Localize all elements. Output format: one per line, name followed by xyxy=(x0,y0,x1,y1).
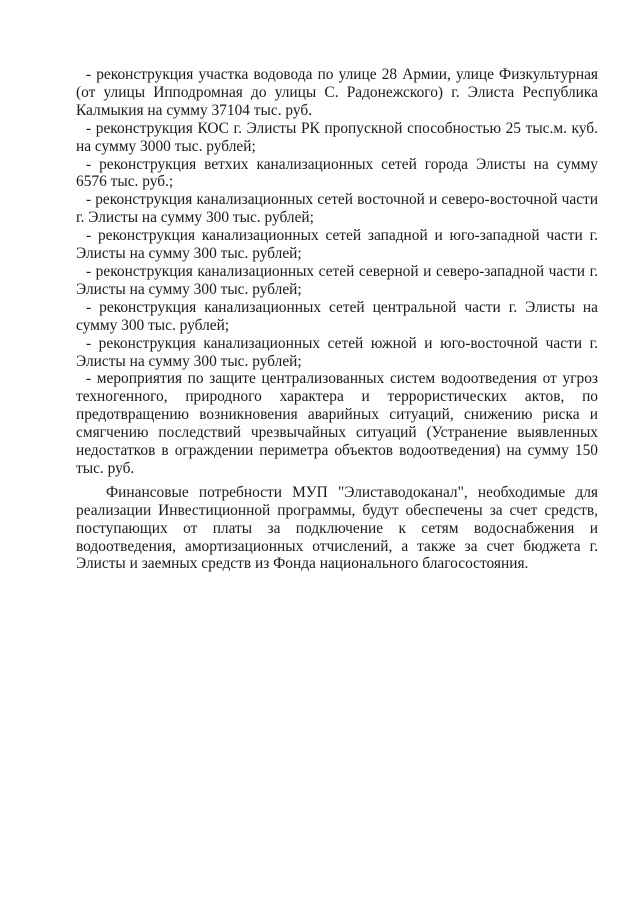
document-page xyxy=(76,66,598,573)
list-item: - реконструкция канализационных сетей северной и северо-западной части г. Элисты на сумму 300 тыс. рублей; xyxy=(76,262,598,298)
list-item: - мероприятия по защите централизованных систем водоотведения от угроз техногенного, природного характера и террористических актов, по предотвращению возникновения аварийных ситуаций, снижению риска и смягчению последствий чрезвычайных ситуаций (Устранение выявленных недостатков в ограждении периметра объектов водоотведения) на сумму 150 тыс. руб. xyxy=(76,370,598,477)
list-item: - реконструкция КОС г. Элисты РК пропускной способностью 25 тыс.м. куб. на сумму 3000 тыс. рублей; xyxy=(76,119,598,155)
list-item: - реконструкция ветхих канализационных сетей города Элисты на сумму 6576 тыс. руб.; xyxy=(76,155,598,191)
list-item: - реконструкция канализационных сетей западной и юго-западной части г. Элисты на сумму 300 тыс. рублей; xyxy=(76,227,598,263)
list-item: - реконструкция канализационных сетей восточной и северо-восточной части г. Элисты на сумму 300 тыс. рублей; xyxy=(76,191,598,227)
closing-paragraph: Финансовые потребности МУП "Элиставодоканал", необходимые для реализации Инвестиционной программы, будут обеспечены за счет средств, поступающих от платы за подключение к сетям водоснабжения и водоотведения, амортизационных отчислений, а также за счет бюджета г. Элисты и заемных средств из Фонда национального благосостояния. xyxy=(76,483,598,573)
list-item: - реконструкция участка водовода по улице 28 Армии, улице Физкультурная (от улицы Ипподромная до улицы С. Радонежского) г. Элиста Республика Калмыкия на сумму 37104 тыс. руб. xyxy=(76,66,598,119)
list-item: - реконструкция канализационных сетей южной и юго-восточной части г. Элисты на сумму 300 тыс. рублей; xyxy=(76,334,598,370)
list-item: - реконструкция канализационных сетей центральной части г. Элисты на сумму 300 тыс. рублей; xyxy=(76,298,598,334)
